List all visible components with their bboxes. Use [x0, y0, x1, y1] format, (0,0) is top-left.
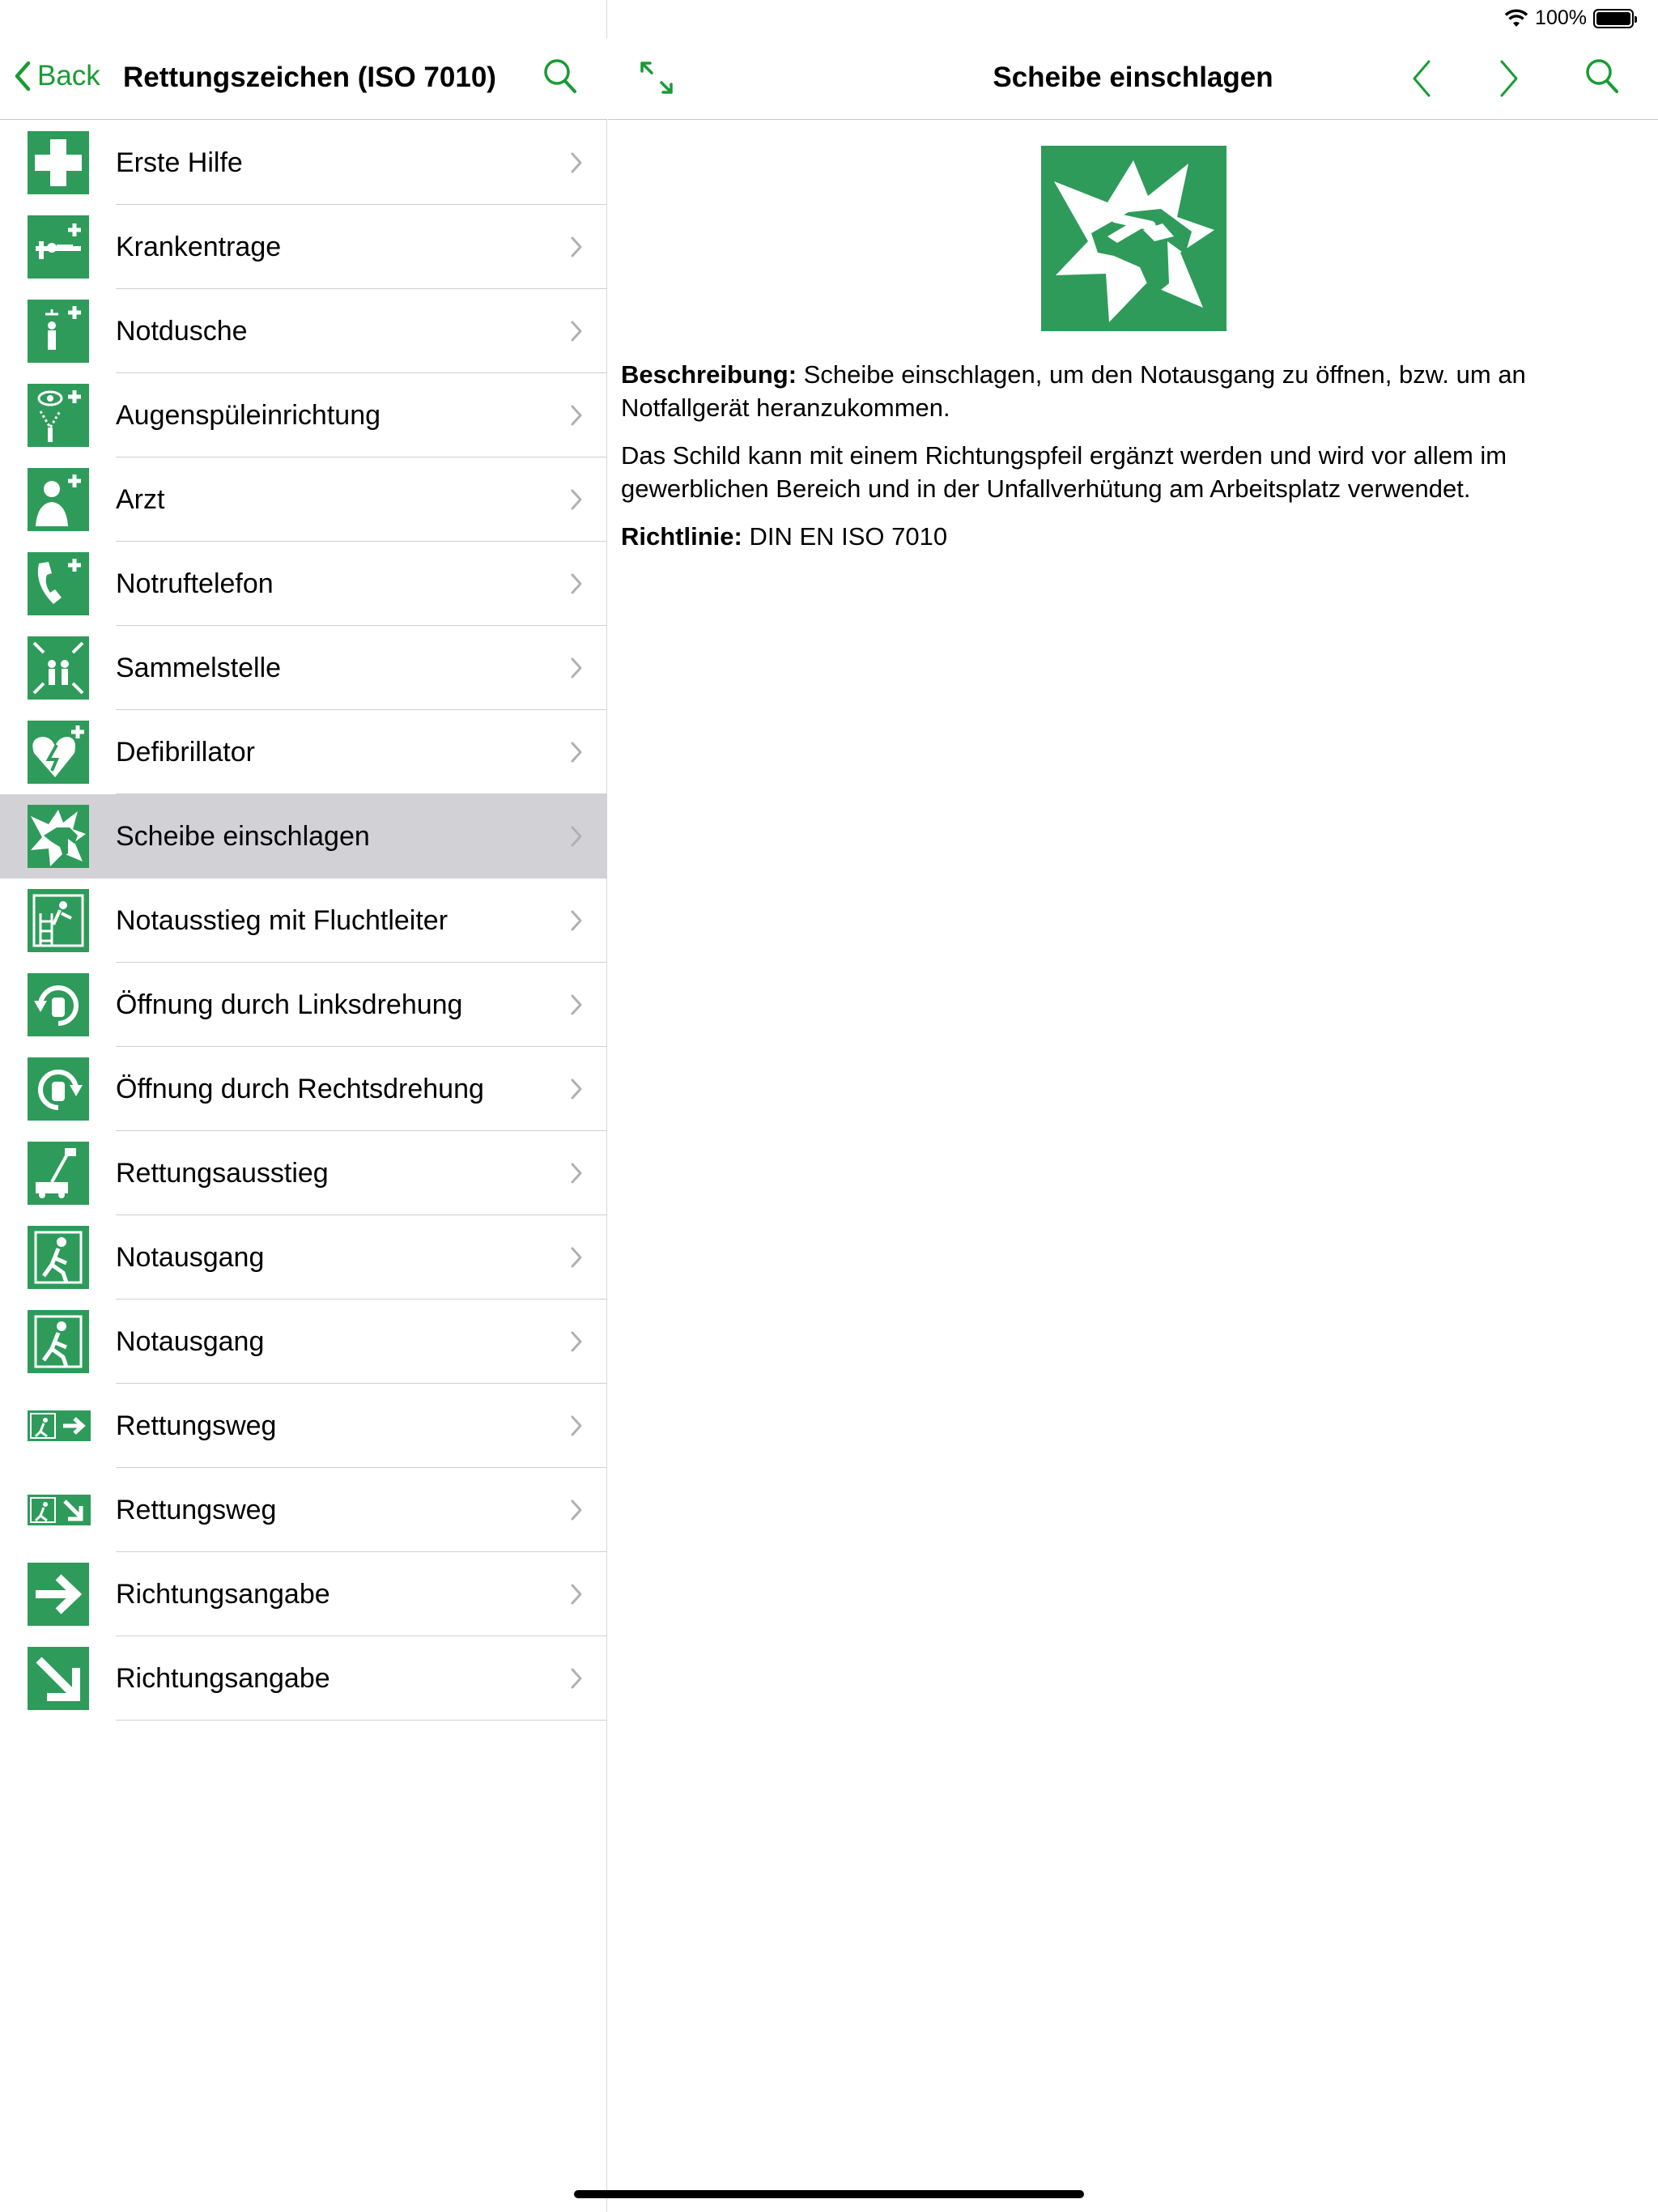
list-item-label: Notausstieg mit Fluchtleiter	[116, 904, 449, 936]
list-item-label: Scheibe einschlagen	[116, 820, 370, 852]
chevron-right-icon	[570, 741, 583, 764]
stretcher-icon	[28, 215, 89, 279]
list-item[interactable]	[0, 1552, 607, 1636]
chevron-right-icon	[570, 488, 583, 511]
row-separator	[116, 1720, 607, 1721]
first-aid-icon	[28, 131, 89, 194]
list-item[interactable]	[0, 1468, 607, 1552]
list-item[interactable]	[0, 794, 607, 878]
guideline-text: DIN EN ISO 7010	[749, 522, 948, 551]
list-item[interactable]	[0, 1636, 607, 1721]
back-label: Back	[37, 60, 100, 91]
eyewash-icon	[28, 384, 89, 447]
escape-route-right-icon	[28, 1410, 91, 1441]
list-item-label: Augenspüleinrichtung	[116, 399, 381, 431]
turn-right-icon	[28, 1057, 89, 1121]
escape-route-down-icon	[28, 1495, 91, 1525]
usage-paragraph: Das Schild kann mit einem Richtungspfeil ergänzt werden und wird vor allem im gewerblichen Bereich und in der Unfallverhütung am Arbeitsplatz verwendet.	[621, 441, 1507, 503]
chevron-right-icon	[570, 1330, 583, 1353]
emergency-shower-icon	[28, 300, 89, 363]
chevron-right-icon	[570, 909, 583, 932]
list-item[interactable]	[0, 542, 607, 626]
rescue-exit-icon	[28, 1142, 89, 1205]
master-pane	[0, 0, 607, 2212]
search-icon[interactable]	[1584, 57, 1620, 96]
list-item-label: Öffnung durch Rechtsdrehung	[116, 1073, 484, 1104]
description-label: Beschreibung:	[621, 360, 797, 389]
chevron-right-icon	[570, 151, 583, 174]
list-item-label: Richtungsangabe	[116, 1662, 330, 1694]
escape-ladder-icon	[28, 889, 89, 952]
chevron-right-icon	[570, 1667, 583, 1690]
list-item-label: Rettungsweg	[116, 1410, 277, 1441]
description	[621, 358, 1641, 424]
list-item[interactable]	[0, 963, 607, 1047]
chevron-right-icon	[570, 1246, 583, 1269]
list-item-label: Arzt	[116, 483, 165, 515]
chevron-right-icon	[570, 572, 583, 595]
detail-pane	[608, 0, 1658, 2212]
list-item-label: Notdusche	[116, 315, 248, 347]
list-item-label: Krankentrage	[116, 231, 282, 262]
break-glass-icon	[28, 805, 89, 868]
detail-content	[621, 358, 1641, 568]
search-icon[interactable]	[542, 57, 578, 96]
list-item-label: Rettungsausstieg	[116, 1157, 329, 1189]
master-title: Rettungszeichen (ISO 7010)	[123, 62, 496, 93]
detail-navigation-bar	[608, 39, 1658, 120]
list-item[interactable]	[0, 710, 607, 794]
list-item[interactable]	[0, 1215, 607, 1300]
list-item-label: Notausgang	[116, 1241, 265, 1273]
chevron-right-icon	[570, 320, 583, 342]
list-item[interactable]	[0, 373, 607, 457]
list-item[interactable]	[0, 626, 607, 710]
emergency-exit-right-icon	[28, 1310, 89, 1373]
doctor-icon	[28, 468, 89, 531]
chevron-right-icon	[570, 1414, 583, 1437]
emergency-phone-icon	[28, 552, 89, 615]
description-text: Scheibe einschlagen, um den Notausgang zu öffnen, bzw. um an Notfallgerät heranzukommen.	[621, 360, 1526, 422]
chevron-right-icon	[570, 404, 583, 427]
chevron-right-icon[interactable]	[1497, 58, 1521, 99]
list-item-label: Rettungsweg	[116, 1494, 277, 1525]
list-item[interactable]	[0, 1300, 607, 1384]
sign-list	[0, 121, 607, 1721]
list-item[interactable]	[0, 1131, 607, 1215]
list-item[interactable]	[0, 457, 607, 542]
chevron-right-icon	[570, 236, 583, 258]
detail-title: Scheibe einschlagen	[993, 62, 1273, 93]
list-item-label: Erste Hilfe	[116, 147, 243, 178]
master-navigation-bar	[0, 39, 607, 120]
list-item-label: Notausgang	[116, 1325, 265, 1357]
chevron-left-icon	[13, 60, 32, 92]
back-button[interactable]	[13, 60, 100, 92]
emergency-exit-left-icon	[28, 1226, 89, 1289]
defibrillator-icon	[28, 721, 89, 784]
turn-left-icon	[28, 973, 89, 1036]
guideline	[621, 520, 1641, 553]
list-item[interactable]	[0, 878, 607, 963]
expand-icon[interactable]	[639, 60, 674, 96]
chevron-right-icon	[570, 1162, 583, 1185]
chevron-right-icon	[570, 657, 583, 679]
home-indicator[interactable]	[574, 2190, 1084, 2198]
chevron-right-icon	[570, 1078, 583, 1100]
list-item[interactable]	[0, 205, 607, 289]
break-glass-sign-icon	[1041, 146, 1226, 331]
list-item-label: Sammelstelle	[116, 652, 282, 683]
guideline-label: Richtlinie:	[621, 522, 742, 551]
list-item-label: Richtungsangabe	[116, 1578, 330, 1610]
chevron-left-icon[interactable]	[1409, 58, 1434, 99]
direction-down-right-icon	[28, 1647, 89, 1710]
list-item[interactable]	[0, 1384, 607, 1468]
chevron-right-icon	[570, 825, 583, 848]
chevron-right-icon	[570, 1499, 583, 1521]
direction-right-icon	[28, 1563, 89, 1626]
list-item-label: Notruftelefon	[116, 568, 274, 599]
list-item[interactable]	[0, 121, 607, 205]
chevron-right-icon	[570, 1583, 583, 1606]
list-item-label: Defibrillator	[116, 736, 255, 768]
chevron-right-icon	[570, 993, 583, 1016]
assembly-point-icon	[28, 636, 89, 700]
list-item[interactable]	[0, 289, 607, 373]
battery-percent: 100%	[1535, 6, 1587, 29]
list-item-label: Öffnung durch Linksdrehung	[116, 989, 463, 1020]
list-item[interactable]	[0, 1047, 607, 1131]
